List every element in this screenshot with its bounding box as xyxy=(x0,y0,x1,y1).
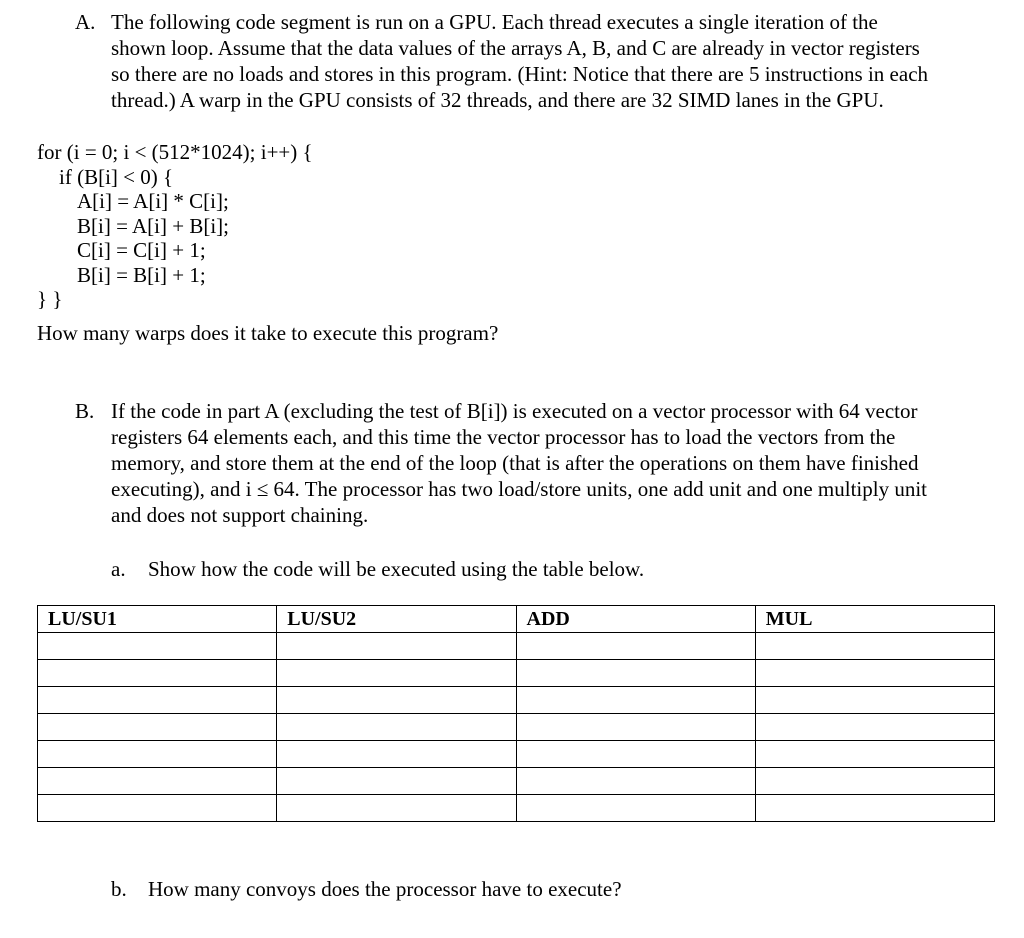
table-cell[interactable] xyxy=(277,714,516,741)
table-cell[interactable] xyxy=(38,795,277,822)
table-cell[interactable] xyxy=(277,741,516,768)
part-a-marker: A. xyxy=(75,10,96,34)
table-cell[interactable] xyxy=(516,741,755,768)
part-b-line: If the code in part A (excluding the test of B[i]) is executed on a vector processor with 64 vector xyxy=(111,399,918,423)
part-a-line: so there are no loads and stores in this program. (Hint: Notice that there are 5 instructions in each xyxy=(111,62,929,86)
code-block xyxy=(37,140,313,312)
table-cell[interactable] xyxy=(277,687,516,714)
part-a-text xyxy=(111,9,1000,113)
table-row xyxy=(38,687,995,714)
sub-question-b xyxy=(111,876,622,902)
part-b-line: memory, and store them at the end of the loop (that is after the operations on them have finished xyxy=(111,451,919,475)
table-cell[interactable] xyxy=(38,741,277,768)
code-line: for (i = 0; i < (512*1024); i++) { xyxy=(37,140,313,164)
table-cell[interactable] xyxy=(516,660,755,687)
part-b-block xyxy=(75,398,1000,528)
table-cell[interactable] xyxy=(516,768,755,795)
table-row xyxy=(38,660,995,687)
part-b-line: registers 64 elements each, and this time the vector processor has to load the vectors from the xyxy=(111,425,896,449)
part-a-block xyxy=(75,9,1000,113)
table-cell[interactable] xyxy=(38,633,277,660)
part-b-line: executing), and i ≤ 64. The processor has two load/store units, one add unit and one multiply unit xyxy=(111,477,927,501)
table-cell[interactable] xyxy=(38,660,277,687)
part-a-line: thread.) A warp in the GPU consists of 32 threads, and there are 32 SIMD lanes in the GPU. xyxy=(111,88,884,112)
table-cell[interactable] xyxy=(277,768,516,795)
part-b-marker: B. xyxy=(75,399,95,423)
table-cell[interactable] xyxy=(38,768,277,795)
table-cell[interactable] xyxy=(277,795,516,822)
table-row xyxy=(38,795,995,822)
table-cell[interactable] xyxy=(755,714,994,741)
sub-question-a xyxy=(111,556,644,582)
table-cell[interactable] xyxy=(755,660,994,687)
table-row xyxy=(38,633,995,660)
sub-b-marker: b. xyxy=(111,877,127,901)
header-mul: MUL xyxy=(755,606,994,633)
sub-b-text: How many convoys does the processor have to execute? xyxy=(148,877,622,901)
table-row xyxy=(38,714,995,741)
code-line: } } xyxy=(37,287,63,311)
table-row xyxy=(38,741,995,768)
part-a-line: shown loop. Assume that the data values of the arrays A, B, and C are already in vector registers xyxy=(111,36,920,60)
code-line: if (B[i] < 0) { xyxy=(59,164,174,189)
sub-a-marker: a. xyxy=(111,557,126,581)
sub-a-text: Show how the code will be executed using the table below. xyxy=(148,557,645,581)
code-line: B[i] = A[i] + B[i]; xyxy=(77,213,230,238)
table-cell[interactable] xyxy=(755,633,994,660)
part-a-line: The following code segment is run on a GPU. Each thread executes a single iteration of the xyxy=(111,10,878,34)
table-row xyxy=(38,768,995,795)
table-cell[interactable] xyxy=(38,687,277,714)
table-cell[interactable] xyxy=(516,795,755,822)
table-cell[interactable] xyxy=(755,795,994,822)
table-cell[interactable] xyxy=(516,633,755,660)
code-line: A[i] = A[i] * C[i]; xyxy=(77,189,229,213)
table-cell[interactable] xyxy=(38,714,277,741)
part-b-text xyxy=(111,398,1000,528)
table-cell[interactable] xyxy=(755,768,994,795)
table-cell[interactable] xyxy=(755,687,994,714)
table-cell[interactable] xyxy=(516,714,755,741)
table-cell[interactable] xyxy=(516,687,755,714)
code-line: C[i] = C[i] + 1; xyxy=(77,238,206,262)
execution-table xyxy=(37,605,995,822)
code-line: B[i] = B[i] + 1; xyxy=(77,262,206,287)
table-header-row xyxy=(38,606,995,633)
part-b-line: and does not support chaining. xyxy=(111,503,369,527)
table-cell[interactable] xyxy=(755,741,994,768)
header-add: ADD xyxy=(516,606,755,633)
question-a: How many warps does it take to execute this program? xyxy=(37,321,499,345)
header-lusu1: LU/SU1 xyxy=(38,606,277,633)
table-cell[interactable] xyxy=(277,633,516,660)
header-lusu2: LU/SU2 xyxy=(277,606,516,633)
table-cell[interactable] xyxy=(277,660,516,687)
